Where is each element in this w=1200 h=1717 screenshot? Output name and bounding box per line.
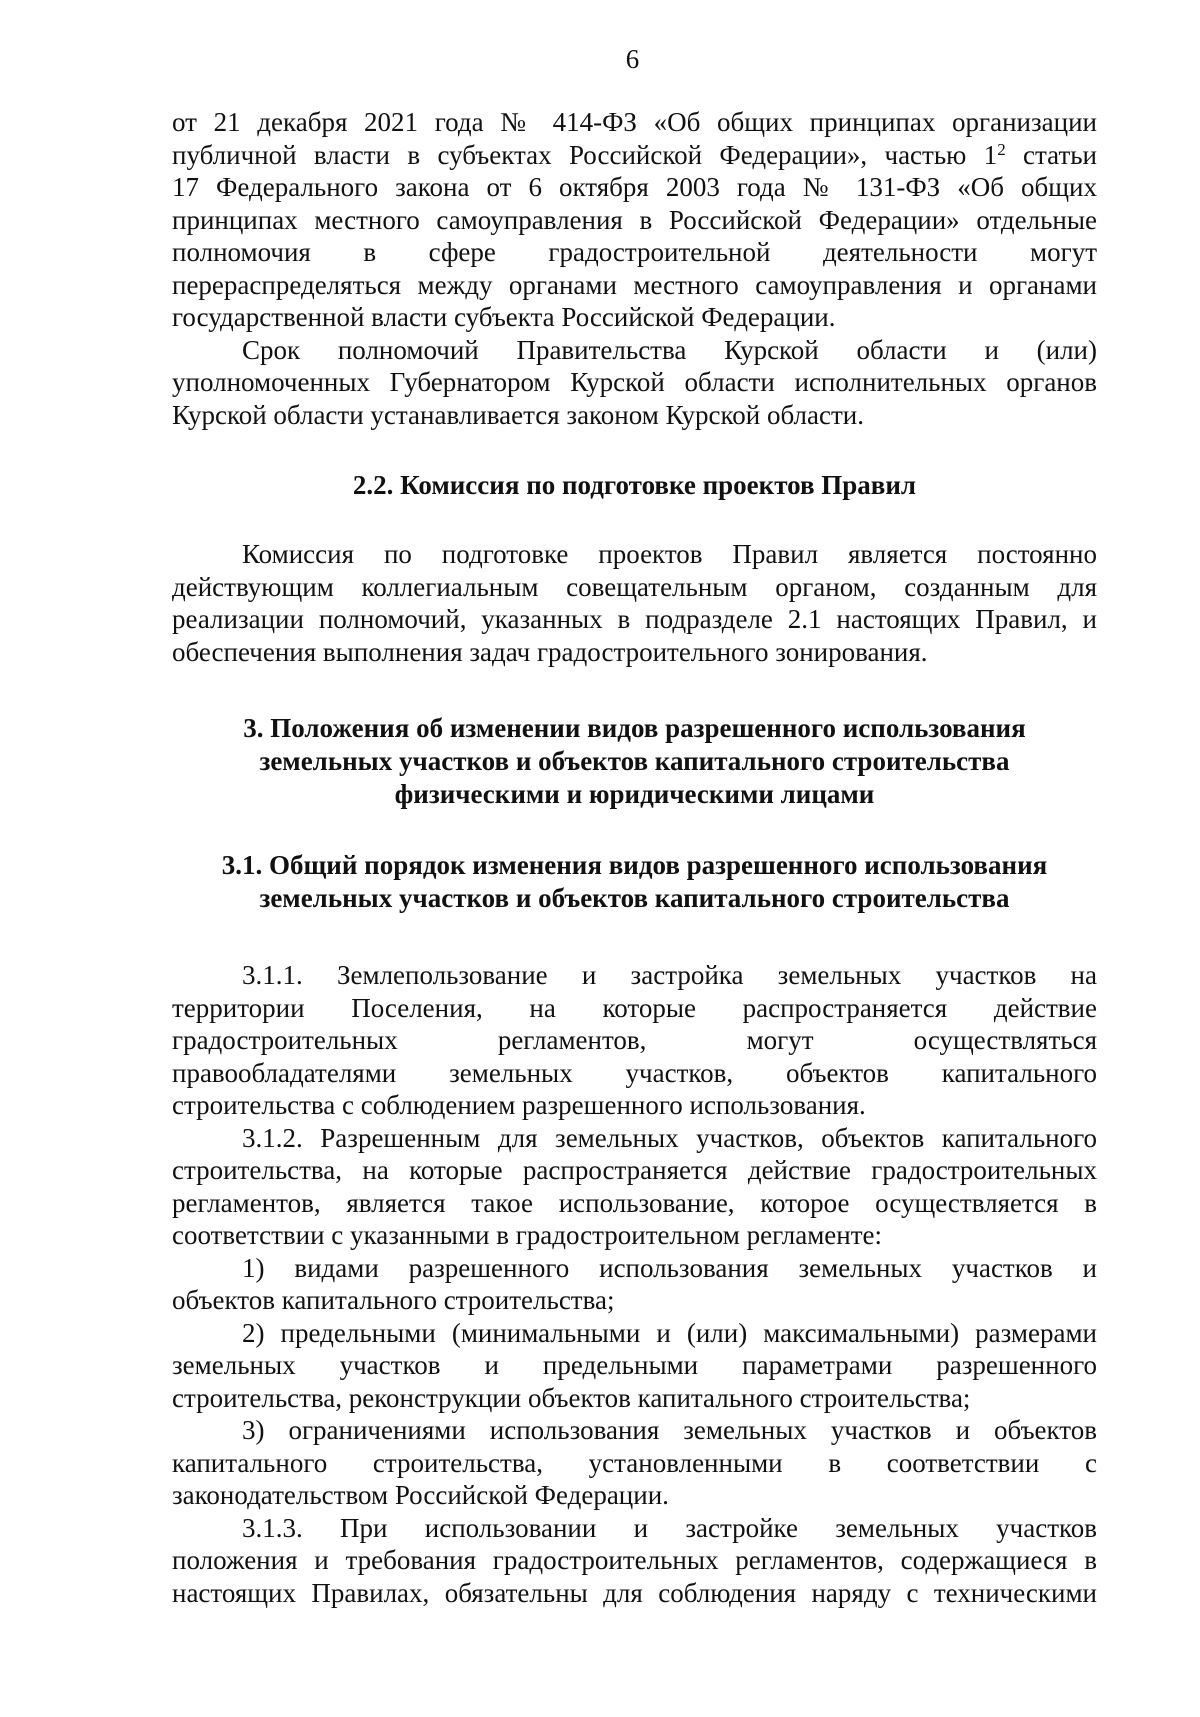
intro-paragraph bbox=[172, 106, 1097, 334]
commission-paragraph bbox=[172, 538, 1097, 668]
text-line: соответствии с указанными в градостроительном регламенте: bbox=[172, 1220, 883, 1250]
text-line: строительства, на которые распространяется действие градостроительных bbox=[172, 1155, 1097, 1185]
text-line: обеспечения выполнения задач градостроительного зонирования. bbox=[172, 636, 928, 667]
text-line: Комиссия по подготовке проектов Правил является постоянно bbox=[242, 539, 1097, 569]
paragraph-3-1-3 bbox=[172, 1512, 1097, 1610]
text-line: 3.1.2. Разрешенным для земельных участков, объектов капитального bbox=[242, 1122, 1097, 1153]
document-body bbox=[172, 106, 1097, 1609]
text-line: правообладателями земельных участков, объектов капитального bbox=[172, 1057, 1097, 1088]
page-number: 6 bbox=[625, 44, 640, 74]
section-heading-2-2: 2.2. Комиссия по подготовке проектов Правил bbox=[352, 470, 917, 500]
text-line: настоящих Правилах, обязательны для соблюдения наряду с техническими bbox=[172, 1577, 1097, 1608]
section-heading-3-1: 3.1. Общий порядок изменения видов разрешенного использования земельных участков и объектов капитального строительства bbox=[221, 850, 1048, 913]
text-line: объектов капитального строительства; bbox=[172, 1285, 615, 1315]
text-line: законодательством Российской Федерации. bbox=[172, 1480, 669, 1510]
text-line: 3) ограничениями использования земельных участков и объектов bbox=[242, 1415, 1097, 1445]
list-item-2 bbox=[172, 1317, 1097, 1415]
text-line: градостроительных регламентов, могут осуществляться bbox=[172, 1025, 1097, 1055]
text-line: 1) видами разрешенного использования земельных участков и bbox=[242, 1252, 1097, 1283]
paragraph-3-1-2 bbox=[172, 1122, 1097, 1252]
text-line: перераспределяться между органами местного самоуправления и органами bbox=[172, 269, 1097, 300]
text-line: уполномоченных Губернатором Курской области исполнительных органов bbox=[172, 367, 1097, 397]
text-line: принципах местного самоуправления в Российской Федерации» отдельные bbox=[172, 204, 1097, 235]
text-line: 17 Федерального закона от 6 октября 2003 года № 131-ФЗ «Об общих bbox=[172, 172, 1097, 202]
text-line: земельных участков и предельными параметрами разрешенного bbox=[172, 1350, 1097, 1380]
section-heading-3: 3. Положения об изменении видов разрешенного использования земельных участков и объектов капитального строительства физическими и юридическими лицами bbox=[243, 713, 1026, 809]
text-line: реализации полномочий, указанных в подразделе 2.1 настоящих Правил, и bbox=[172, 604, 1097, 634]
text-line: территории Поселения, на которые распространяется действие bbox=[172, 992, 1097, 1023]
text-line: полномочия в сфере градостроительной деятельности могут bbox=[172, 237, 1097, 267]
term-paragraph bbox=[172, 334, 1097, 432]
text-line: 3.1.3. При использовании и застройке земельных участков bbox=[242, 1512, 1097, 1543]
text-line: действующим коллегиальным совещательным органом, созданным для bbox=[172, 571, 1097, 602]
text-line: государственной власти субъекта Российской Федерации. bbox=[172, 302, 836, 332]
text-line: капитального строительства, установленными в соответствии с bbox=[172, 1447, 1097, 1478]
list-item-1 bbox=[172, 1252, 1097, 1317]
text-line: регламентов, является такое использование, которое осуществляется в bbox=[172, 1187, 1097, 1218]
text-line: 2) предельными (минимальными и (или) максимальными) размерами bbox=[242, 1317, 1097, 1348]
text-line: строительства с соблюдением разрешенного использования. bbox=[172, 1090, 866, 1120]
text-line: Срок полномочий Правительства Курской области и (или) bbox=[242, 334, 1097, 365]
paragraph-3-1-1 bbox=[172, 959, 1097, 1122]
text-line: от 21 декабря 2021 года № 414-ФЗ «Об общих принципах организации bbox=[172, 107, 1097, 137]
text-line: Курской области устанавливается законом Курской области. bbox=[172, 399, 864, 430]
text-line: положения и требования градостроительных регламентов, содержащиеся в bbox=[172, 1545, 1097, 1575]
text-line: 3.1.1. Землепользование и застройка земельных участков на bbox=[242, 960, 1097, 990]
text-line: публичной власти в субъектах Российской Федерации», частью $1^2$ статьи bbox=[172, 139, 1098, 170]
text-line: строительства, реконструкции объектов капитального строительства; bbox=[172, 1382, 971, 1413]
superscript: 2 bbox=[997, 139, 1006, 159]
list-item-3 bbox=[172, 1414, 1097, 1512]
